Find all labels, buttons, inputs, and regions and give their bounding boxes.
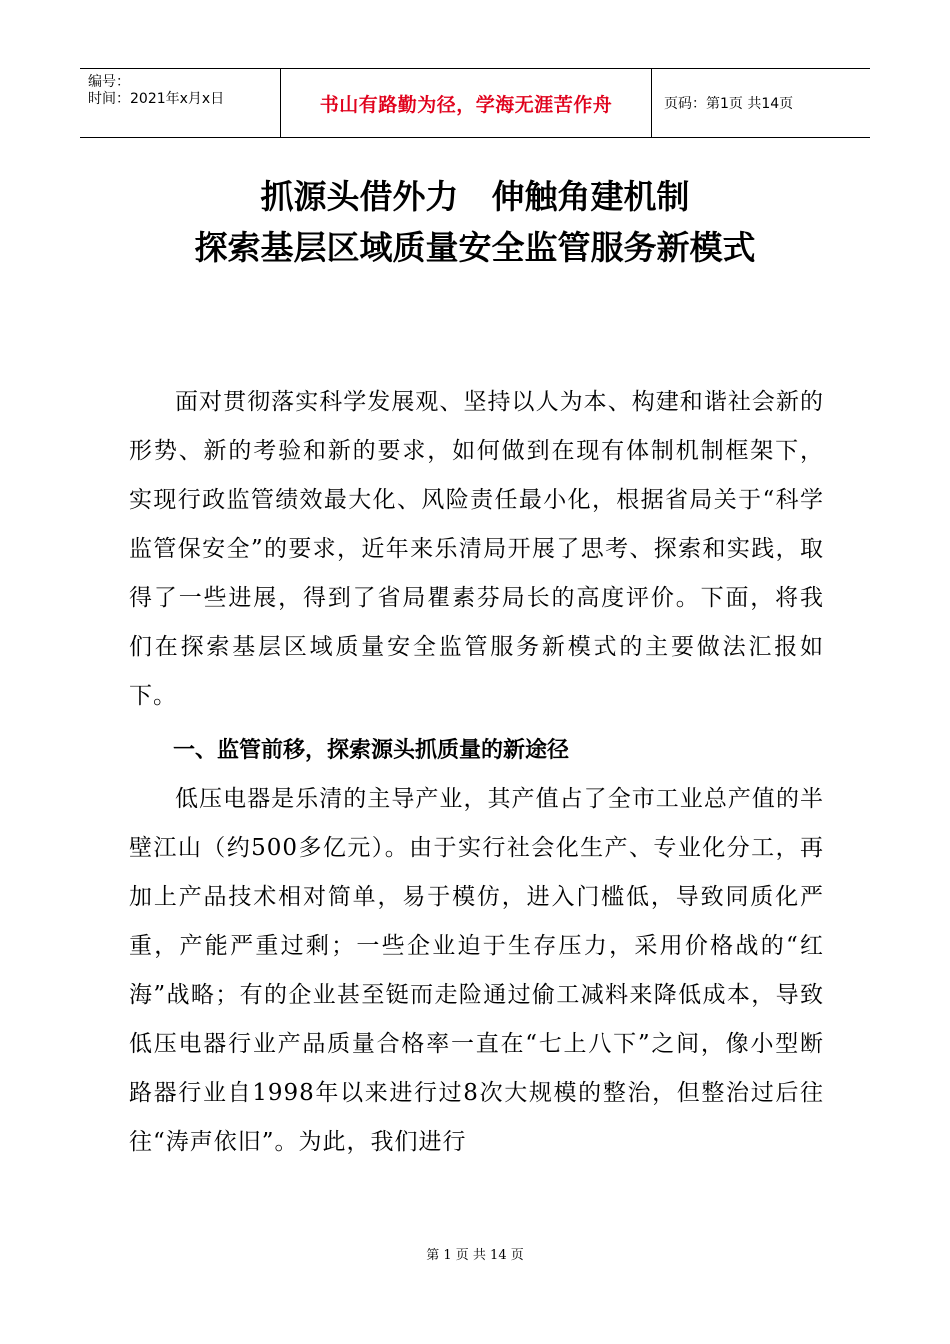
header-meta	[80, 69, 280, 137]
page-footer: 第 1 页 共 14 页	[426, 1248, 524, 1263]
paragraph-intro	[129, 378, 824, 721]
header-motto: 书山有路勤为径，学海无涯苦作舟	[280, 69, 652, 137]
date-label: 时间：2021年x月x日	[88, 91, 225, 107]
doc-number-label: 编号：	[88, 74, 130, 90]
section-heading-1: 一、监管前移，探索源头抓质量的新途径	[173, 738, 570, 763]
paragraph-section-1-text: 低压电器是乐清的主导产业，其产值占了全市工业总产值的半壁江山（约500多亿元）。由于实行社会化生产、专业化分工，再加上产品技术相对简单，易于模仿，进入门槛低，导致同质化严重，产能严重过剩；一些企业迫于生存压力，采用价格战的“红海”战略；有的企业甚至铤而走险通过偷工减料来降低成本，导致低压电器行业产品质量合格率一直在“七上八下”之间，像小型断路器行业自1998年以来进行过8次大规模的整治，但整治过后往往“涛声依旧”。为此，我们进行	[129, 786, 824, 1155]
document-header	[80, 68, 870, 138]
title-line-1: 抓源头借外力 伸触角建机制	[260, 177, 690, 216]
header-page-info: 页码：第1页 共14页	[664, 96, 794, 112]
paragraph-section-1	[129, 775, 824, 1167]
paragraph-intro-text: 面对贯彻落实科学发展观、坚持以人为本、构建和谐社会新的形势、新的考验和新的要求，如何做到在现有体制机制框架下，实现行政监管绩效最大化、风险责任最小化，根据省局关于“科学监管保安全”的要求，近年来乐清局开展了思考、探索和实践，取得了一些进展，得到了省局瞿素芬局长的高度评价。下面，将我们在探索基层区域质量安全监管服务新模式的主要做法汇报如下。	[129, 389, 824, 709]
title-line-2: 探索基层区域质量安全监管服务新模式	[194, 228, 756, 267]
